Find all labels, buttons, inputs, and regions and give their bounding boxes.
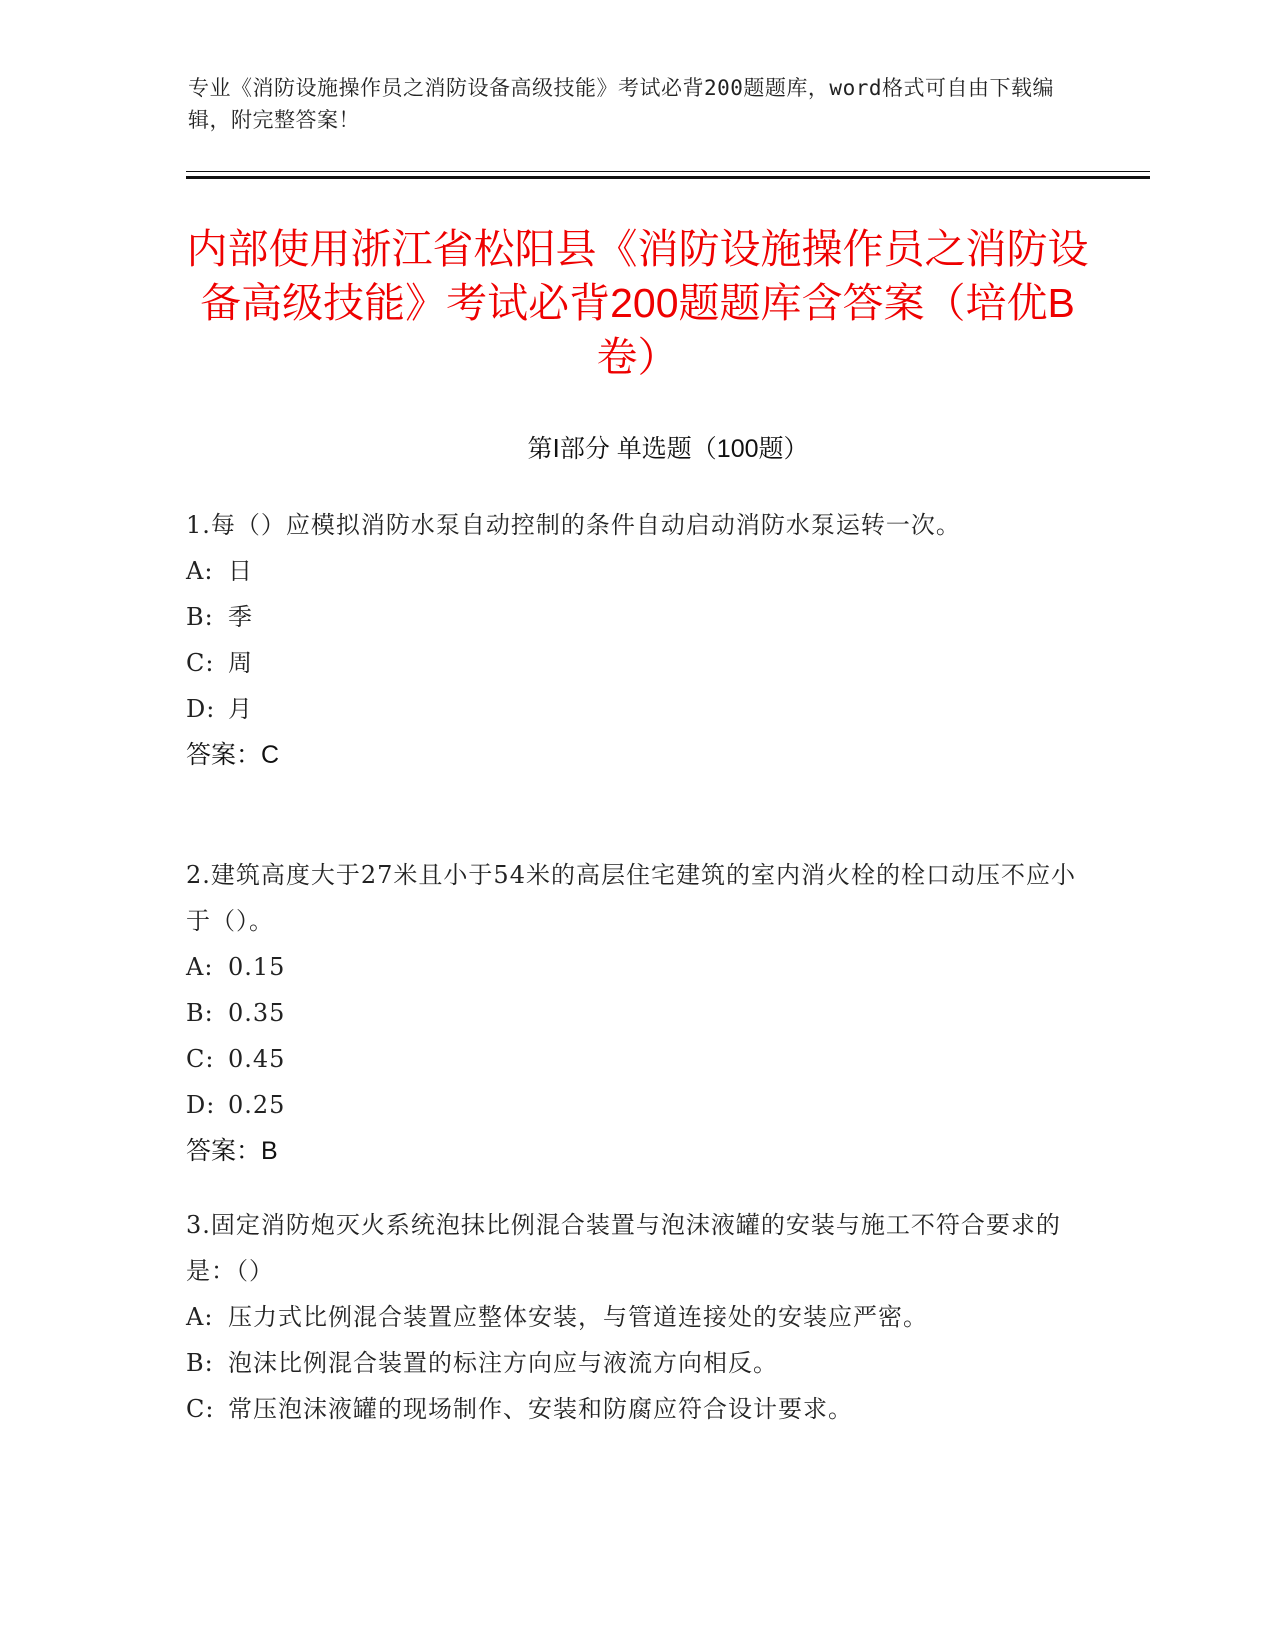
- option-letter: C:: [186, 1395, 215, 1423]
- header-rule-thin: [186, 171, 1150, 172]
- option-letter: C:: [186, 649, 215, 677]
- answer-line: 答案：C: [186, 741, 280, 769]
- option-letter: A:: [186, 953, 214, 981]
- option-d: [186, 686, 1076, 732]
- header-note: 专业《消防设施操作员之消防设备高级技能》考试必背200题题库，word格式可自由下载编辑，附完整答案！: [188, 76, 1054, 132]
- option-text: 0.45: [228, 1045, 286, 1073]
- option-text: 泡沫比例混合装置的标注方向应与液流方向相反。: [228, 1349, 778, 1377]
- option-letter: B:: [186, 999, 214, 1027]
- option-letter: A:: [186, 1303, 214, 1331]
- option-c: [186, 1036, 1076, 1082]
- option-text: 压力式比例混合装置应整体安装，与管道连接处的安装应严密。: [228, 1303, 928, 1331]
- option-letter: C:: [186, 1045, 215, 1073]
- option-text: 月: [228, 695, 253, 723]
- option-a: [186, 944, 1076, 990]
- question-stem: 3.固定消防炮灭火系统泡抹比例混合装置与泡沫液罐的安装与施工不符合要求的是：（）: [186, 1211, 1061, 1285]
- question-stem: 1.每（）应模拟消防水泵自动控制的条件自动启动消防水泵运转一次。: [186, 511, 961, 539]
- option-c: [186, 1386, 1076, 1432]
- option-text: 日: [228, 557, 253, 585]
- option-letter: B:: [186, 603, 214, 631]
- option-letter: D:: [186, 695, 216, 723]
- option-text: 0.35: [228, 999, 286, 1027]
- question-stem: 2.建筑高度大于27米且小于54米的高层住宅建筑的室内消火栓的栓口动压不应小于（）。: [186, 861, 1076, 935]
- option-text: 0.25: [228, 1091, 286, 1119]
- option-a: [186, 1294, 1076, 1340]
- question-2: [186, 852, 1076, 1174]
- option-a: [186, 548, 1076, 594]
- option-b: [186, 594, 1076, 640]
- header-rule-thick: [186, 176, 1150, 179]
- question-3: [186, 1202, 1076, 1432]
- option-d: [186, 1082, 1076, 1128]
- section-heading: 第Ⅰ部分 单选题（100题）: [527, 435, 809, 463]
- option-text: 周: [228, 649, 253, 677]
- option-c: [186, 640, 1076, 686]
- option-text: 常压泡沫液罐的现场制作、安装和防腐应符合设计要求。: [228, 1395, 853, 1423]
- option-letter: B:: [186, 1349, 214, 1377]
- option-b: [186, 990, 1076, 1036]
- question-1: [186, 502, 1076, 778]
- option-b: [186, 1340, 1076, 1386]
- answer-line: 答案：B: [186, 1137, 278, 1165]
- option-letter: A:: [186, 557, 214, 585]
- option-text: 季: [228, 603, 253, 631]
- option-text: 0.15: [228, 953, 286, 981]
- document-title: 内部使用浙江省松阳县《消防设施操作员之消防设备高级技能》考试必背200题题库含答案（培优B卷）: [186, 226, 1089, 380]
- option-letter: D:: [186, 1091, 216, 1119]
